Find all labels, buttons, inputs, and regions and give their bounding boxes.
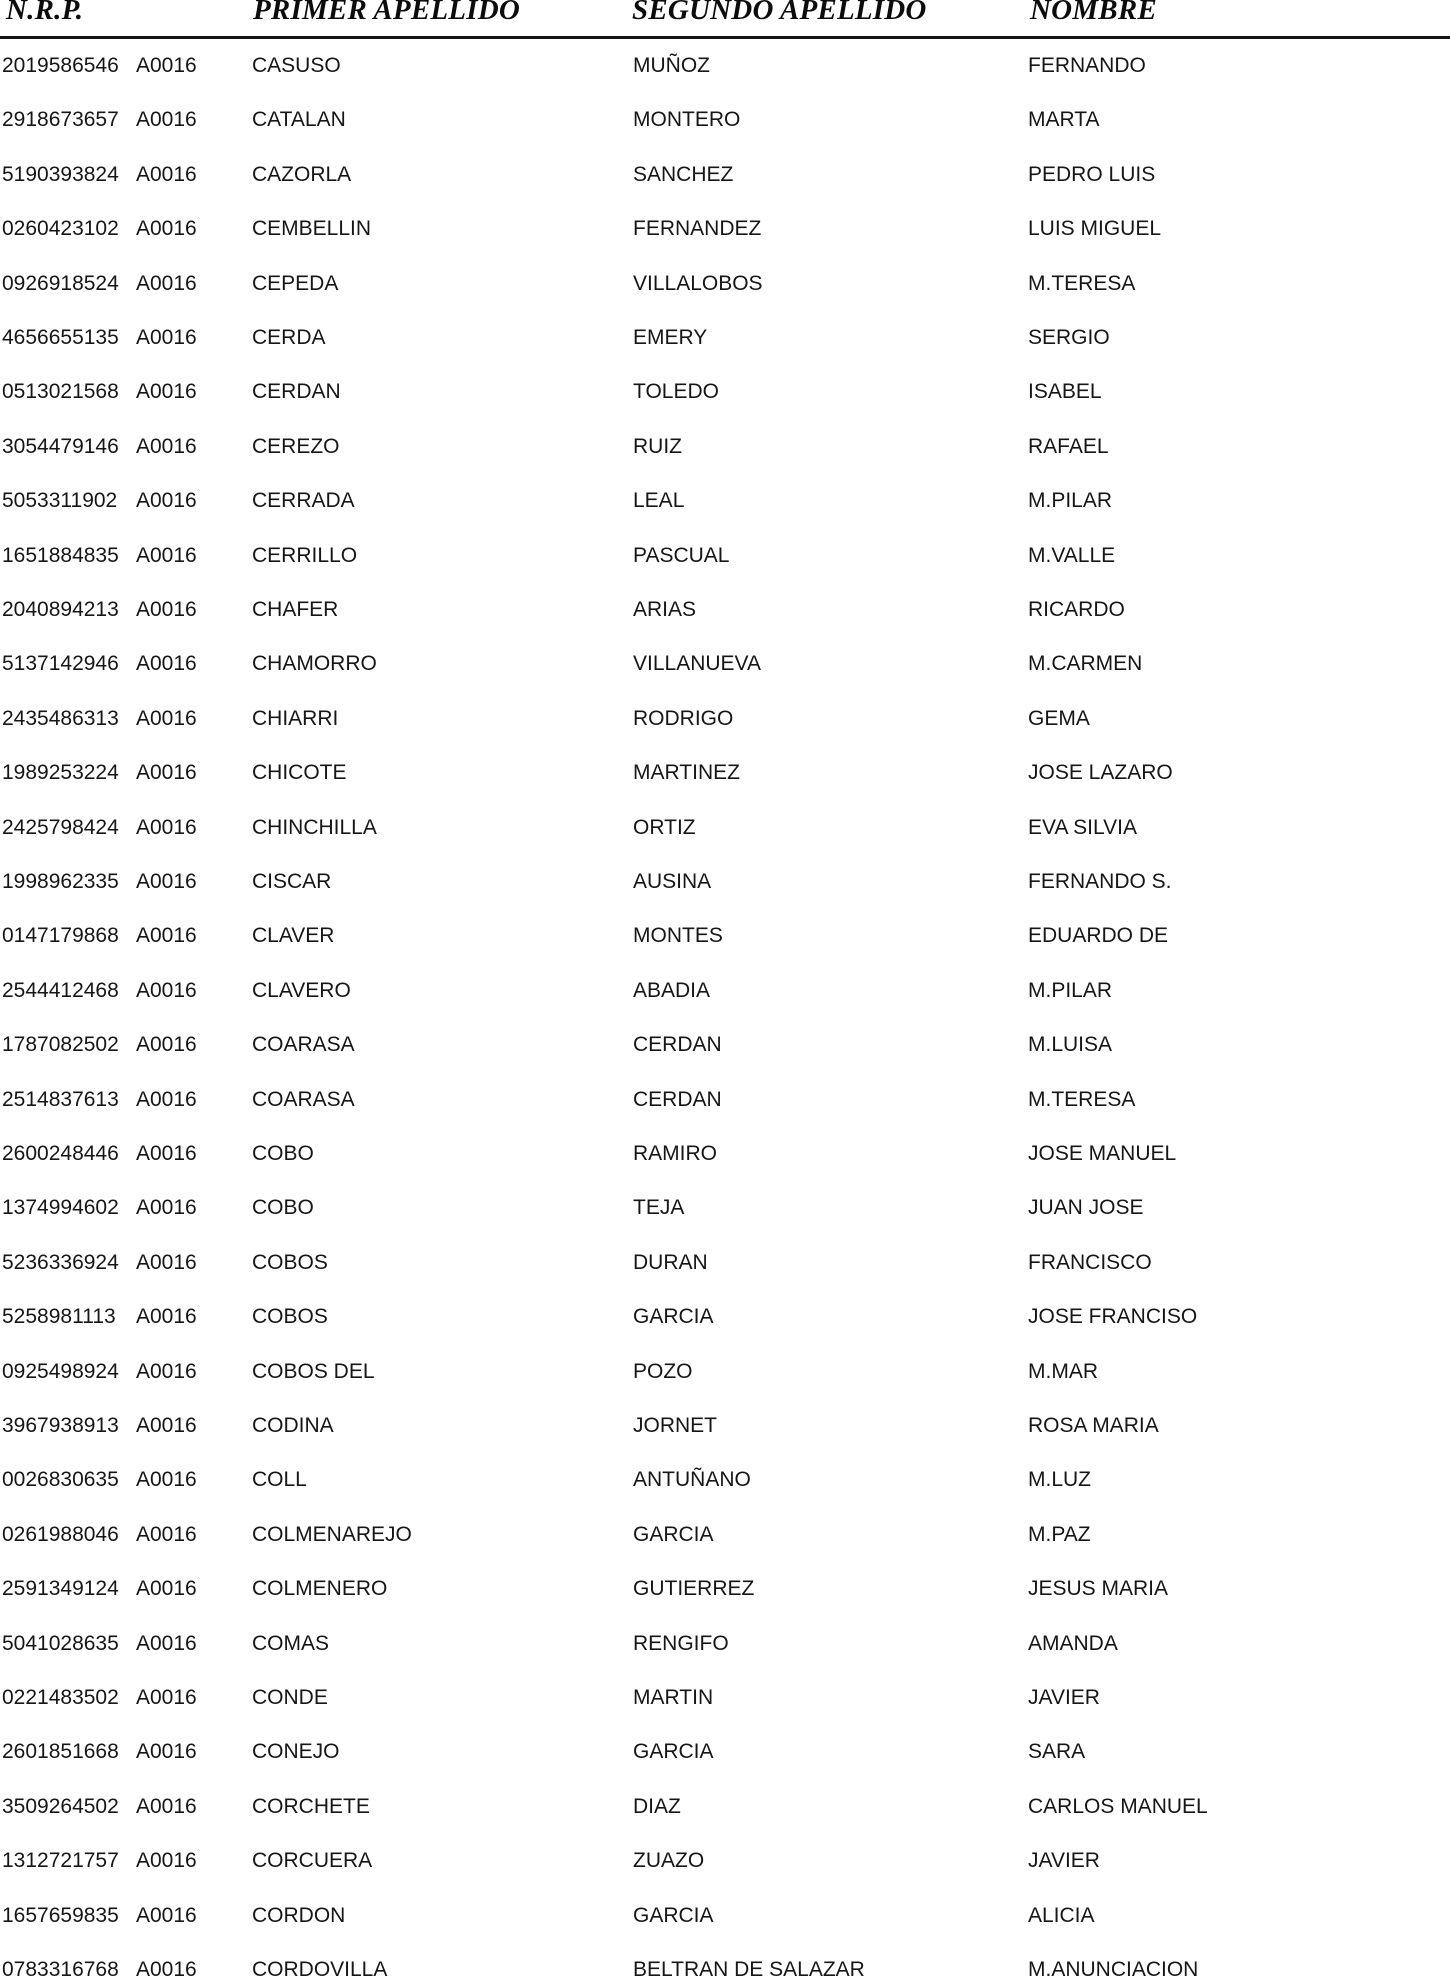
primer-apellido-cell: COLL — [252, 1468, 307, 1492]
table-row — [0, 1030, 1450, 1060]
nrp-cell: 1998962335 — [2, 870, 119, 893]
table-row — [0, 1846, 1450, 1876]
header-nombre: NOMBRE — [1030, 0, 1157, 26]
segundo-apellido-cell: CERDAN — [633, 1033, 722, 1057]
table-row — [0, 1683, 1450, 1713]
table-row — [0, 595, 1450, 625]
nombre-cell: PEDRO LUIS — [1028, 162, 1156, 186]
segundo-apellido-cell: GARCIA — [633, 1903, 714, 1927]
code-cell: A0016 — [136, 108, 197, 132]
segundo-apellido-cell: MONTERO — [633, 108, 741, 132]
table-row — [0, 758, 1450, 788]
segundo-apellido-cell: MONTES — [633, 924, 723, 948]
segundo-apellido-cell: DURAN — [633, 1250, 708, 1274]
code-cell: A0016 — [136, 652, 197, 676]
code-cell: A0016 — [136, 434, 197, 458]
nrp-cell: 1989253224 — [2, 761, 119, 785]
primer-apellido-cell: CODINA — [252, 1414, 334, 1437]
primer-apellido-cell: CHAMORRO — [252, 652, 377, 676]
nrp-cell: 0925498924 — [2, 1359, 119, 1383]
primer-apellido-cell: CHINCHILLA — [252, 815, 377, 839]
code-cell: A0016 — [136, 1305, 197, 1329]
nrp-cell: 4656655135 — [2, 326, 119, 349]
code-cell: A0016 — [136, 870, 197, 893]
nrp-cell: 0261988046 — [2, 1522, 119, 1546]
primer-apellido-cell: CERDAN — [252, 380, 341, 404]
code-cell: A0016 — [136, 1794, 197, 1818]
segundo-apellido-cell: ZUAZO — [633, 1849, 705, 1873]
table-row — [0, 1139, 1450, 1169]
table-row — [0, 813, 1450, 843]
table-row — [0, 214, 1450, 244]
segundo-apellido-cell: VILLALOBOS — [633, 271, 763, 295]
table-row — [0, 1248, 1450, 1278]
nombre-cell: JOSE LAZARO — [1028, 761, 1173, 785]
segundo-apellido-cell: GUTIERREZ — [633, 1577, 755, 1601]
segundo-apellido-cell: DIAZ — [633, 1794, 681, 1818]
nombre-cell: M.LUZ — [1028, 1468, 1091, 1492]
segundo-apellido-cell: BELTRAN DE SALAZAR — [633, 1958, 865, 1981]
primer-apellido-cell: CAZORLA — [252, 162, 352, 186]
segundo-apellido-cell: TEJA — [633, 1196, 685, 1220]
nrp-cell: 5041028635 — [2, 1631, 119, 1655]
table-row — [0, 649, 1450, 679]
segundo-apellido-cell: GARCIA — [633, 1740, 714, 1764]
primer-apellido-cell: COBO — [252, 1142, 314, 1165]
segundo-apellido-cell: GARCIA — [633, 1305, 714, 1329]
nombre-cell: AMANDA — [1028, 1631, 1118, 1655]
table-header — [0, 0, 1450, 40]
header-segundo-apellido: SEGUNDO APELLIDO — [632, 0, 927, 26]
primer-apellido-cell: CHIARRI — [252, 706, 339, 730]
primer-apellido-cell: CEMBELLIN — [252, 217, 372, 241]
header-primer-apellido: PRIMER APELLIDO — [253, 0, 520, 26]
nrp-cell: 0513021568 — [2, 380, 119, 404]
primer-apellido-cell: CHICOTE — [252, 761, 347, 785]
nrp-cell: 3054479146 — [2, 434, 119, 458]
table-row — [0, 1465, 1450, 1495]
segundo-apellido-cell: GARCIA — [633, 1522, 714, 1546]
code-cell: A0016 — [136, 162, 197, 186]
segundo-apellido-cell: VILLANUEVA — [633, 652, 761, 676]
code-cell: A0016 — [136, 380, 197, 404]
nombre-cell: FERNANDO S. — [1028, 870, 1172, 893]
nrp-cell: 1374994602 — [2, 1196, 119, 1220]
code-cell: A0016 — [136, 1849, 197, 1873]
code-cell: A0016 — [136, 1196, 197, 1220]
primer-apellido-cell: COARASA — [252, 1033, 355, 1057]
nombre-cell: FERNANDO — [1028, 54, 1146, 77]
table-row — [0, 432, 1450, 462]
primer-apellido-cell: COLMENAREJO — [252, 1522, 412, 1546]
nrp-cell: 1312721757 — [2, 1849, 119, 1873]
code-cell: A0016 — [136, 598, 197, 621]
table-row — [0, 1520, 1450, 1550]
primer-apellido-cell: COBOS — [252, 1305, 328, 1329]
nombre-cell: LUIS MIGUEL — [1028, 217, 1162, 241]
nombre-cell: JAVIER — [1028, 1849, 1100, 1873]
code-cell: A0016 — [136, 761, 197, 785]
segundo-apellido-cell: RUIZ — [633, 434, 682, 458]
table-row — [0, 1737, 1450, 1767]
code-cell: A0016 — [136, 978, 197, 1002]
primer-apellido-cell: CASUSO — [252, 54, 341, 77]
code-cell: A0016 — [136, 1903, 197, 1927]
code-cell: A0016 — [136, 1958, 197, 1981]
segundo-apellido-cell: POZO — [633, 1359, 693, 1383]
table-row — [0, 160, 1450, 190]
nombre-cell: ALICIA — [1028, 1903, 1095, 1927]
segundo-apellido-cell: ANTUÑANO — [633, 1468, 751, 1492]
table-row — [0, 1955, 1450, 1985]
nombre-cell: SERGIO — [1028, 326, 1110, 349]
nombre-cell: JOSE MANUEL — [1028, 1142, 1177, 1165]
table-row — [0, 1901, 1450, 1931]
primer-apellido-cell: COMAS — [252, 1631, 330, 1655]
nrp-cell: 5190393824 — [2, 162, 119, 186]
code-cell: A0016 — [136, 1740, 197, 1764]
table-row — [0, 1193, 1450, 1223]
nombre-cell: M.MAR — [1028, 1359, 1098, 1383]
code-cell: A0016 — [136, 54, 197, 77]
nombre-cell: M.TERESA — [1028, 1087, 1136, 1111]
table-row — [0, 105, 1450, 135]
nrp-cell: 1651884835 — [2, 543, 119, 567]
primer-apellido-cell: COBOS — [252, 1250, 328, 1274]
segundo-apellido-cell: CERDAN — [633, 1087, 722, 1111]
code-cell: A0016 — [136, 1631, 197, 1655]
nrp-cell: 2600248446 — [2, 1142, 119, 1165]
table-row — [0, 1085, 1450, 1115]
primer-apellido-cell: CERDA — [252, 326, 326, 349]
table-row — [0, 921, 1450, 951]
nombre-cell: JAVIER — [1028, 1686, 1100, 1709]
segundo-apellido-cell: PASCUAL — [633, 543, 730, 567]
nombre-cell: M.PAZ — [1028, 1522, 1091, 1546]
code-cell: A0016 — [136, 815, 197, 839]
nrp-cell: 5137142946 — [2, 652, 119, 676]
nrp-cell: 2918673657 — [2, 108, 119, 132]
primer-apellido-cell: CORCHETE — [252, 1794, 370, 1818]
nombre-cell: MARTA — [1028, 108, 1100, 132]
nombre-cell: M.VALLE — [1028, 543, 1116, 567]
nrp-cell: 0260423102 — [2, 217, 119, 241]
nombre-cell: RAFAEL — [1028, 434, 1109, 458]
header-nrp: N.R.P. — [6, 0, 84, 26]
nombre-cell: RICARDO — [1028, 598, 1125, 621]
nombre-cell: GEMA — [1028, 706, 1090, 730]
segundo-apellido-cell: TOLEDO — [633, 380, 719, 404]
table-row — [0, 541, 1450, 571]
segundo-apellido-cell: EMERY — [633, 326, 708, 349]
segundo-apellido-cell: AUSINA — [633, 870, 712, 893]
segundo-apellido-cell: ABADIA — [633, 978, 711, 1002]
nombre-cell: JUAN JOSE — [1028, 1196, 1144, 1220]
segundo-apellido-cell: MUÑOZ — [633, 54, 710, 77]
table-row — [0, 976, 1450, 1006]
table-row — [0, 1411, 1450, 1441]
table-row — [0, 1302, 1450, 1332]
segundo-apellido-cell: ARIAS — [633, 598, 697, 621]
primer-apellido-cell: CERRADA — [252, 489, 355, 513]
nrp-cell: 3509264502 — [2, 1794, 119, 1818]
nombre-cell: EDUARDO DE — [1028, 924, 1169, 948]
nrp-cell: 0147179868 — [2, 924, 119, 948]
nombre-cell: CARLOS MANUEL — [1028, 1794, 1208, 1818]
nombre-cell: M.PILAR — [1028, 978, 1113, 1002]
table-row — [0, 323, 1450, 353]
code-cell: A0016 — [136, 217, 197, 241]
code-cell: A0016 — [136, 271, 197, 295]
nrp-cell: 0221483502 — [2, 1686, 119, 1709]
nombre-cell: M.CARMEN — [1028, 652, 1143, 676]
nombre-cell: SARA — [1028, 1740, 1086, 1764]
segundo-apellido-cell: RAMIRO — [633, 1142, 717, 1165]
code-cell: A0016 — [136, 1087, 197, 1111]
nombre-cell: JESUS MARIA — [1028, 1577, 1169, 1601]
segundo-apellido-cell: RENGIFO — [633, 1631, 729, 1655]
primer-apellido-cell: CEREZO — [252, 434, 340, 458]
nrp-cell: 0026830635 — [2, 1468, 119, 1492]
primer-apellido-cell: CLAVERO — [252, 978, 351, 1002]
nombre-cell: M.LUISA — [1028, 1033, 1113, 1057]
segundo-apellido-cell: MARTIN — [633, 1686, 714, 1709]
segundo-apellido-cell: RODRIGO — [633, 706, 734, 730]
nrp-cell: 2544412468 — [2, 978, 119, 1002]
segundo-apellido-cell: LEAL — [633, 489, 685, 513]
segundo-apellido-cell: ORTIZ — [633, 815, 696, 839]
segundo-apellido-cell: FERNANDEZ — [633, 217, 762, 241]
code-cell: A0016 — [136, 489, 197, 513]
primer-apellido-cell: COARASA — [252, 1087, 355, 1111]
table-row — [0, 486, 1450, 516]
code-cell: A0016 — [136, 1414, 197, 1437]
code-cell: A0016 — [136, 1522, 197, 1546]
code-cell: A0016 — [136, 1468, 197, 1492]
primer-apellido-cell: COBOS DEL — [252, 1359, 375, 1383]
code-cell: A0016 — [136, 1250, 197, 1274]
code-cell: A0016 — [136, 1577, 197, 1601]
primer-apellido-cell: CORDON — [252, 1903, 346, 1927]
code-cell: A0016 — [136, 1686, 197, 1709]
nrp-cell: 5053311902 — [2, 489, 118, 513]
nrp-cell: 2591349124 — [2, 1577, 119, 1601]
nombre-cell: ISABEL — [1028, 380, 1102, 404]
segundo-apellido-cell: MARTINEZ — [633, 761, 740, 785]
nrp-cell: 1657659835 — [2, 1903, 119, 1927]
primer-apellido-cell: CERRILLO — [252, 543, 358, 567]
table-row — [0, 1574, 1450, 1604]
nrp-cell: 3967938913 — [2, 1414, 119, 1437]
segundo-apellido-cell: JORNET — [633, 1414, 717, 1437]
primer-apellido-cell: CORCUERA — [252, 1849, 373, 1873]
primer-apellido-cell: CATALAN — [252, 108, 346, 132]
table-row — [0, 269, 1450, 299]
code-cell: A0016 — [136, 543, 197, 567]
nombre-cell: FRANCISCO — [1028, 1250, 1152, 1274]
nrp-cell: 2019586546 — [2, 54, 119, 77]
table-row — [0, 867, 1450, 897]
nrp-cell: 2040894213 — [2, 598, 119, 621]
nrp-cell: 2425798424 — [2, 815, 119, 839]
primer-apellido-cell: CONEJO — [252, 1740, 340, 1764]
nombre-cell: M.TERESA — [1028, 271, 1136, 295]
nrp-cell: 1787082502 — [2, 1033, 119, 1057]
table-row — [0, 1629, 1450, 1659]
nrp-cell: 0926918524 — [2, 271, 119, 295]
primer-apellido-cell: CHAFER — [252, 598, 339, 621]
table-row — [0, 704, 1450, 734]
code-cell: A0016 — [136, 1359, 197, 1383]
primer-apellido-cell: COLMENERO — [252, 1577, 388, 1601]
table-row — [0, 51, 1450, 81]
nombre-cell: EVA SILVIA — [1028, 815, 1137, 839]
code-cell: A0016 — [136, 326, 197, 349]
primer-apellido-cell: COBO — [252, 1196, 314, 1220]
segundo-apellido-cell: SANCHEZ — [633, 162, 734, 186]
nombre-cell: M.PILAR — [1028, 489, 1113, 513]
primer-apellido-cell: CLAVER — [252, 924, 335, 948]
primer-apellido-cell: CORDOVILLA — [252, 1958, 388, 1981]
code-cell: A0016 — [136, 1033, 197, 1057]
nrp-cell: 2601851668 — [2, 1740, 119, 1764]
code-cell: A0016 — [136, 924, 197, 948]
table-row — [0, 377, 1450, 407]
header-rule — [0, 36, 1450, 39]
nrp-cell: 5236336924 — [2, 1250, 119, 1274]
primer-apellido-cell: CEPEDA — [252, 271, 339, 295]
nombre-cell: ROSA MARIA — [1028, 1414, 1159, 1437]
primer-apellido-cell: CISCAR — [252, 870, 332, 893]
table-row — [0, 1357, 1450, 1387]
nrp-cell: 5258981113 — [2, 1305, 116, 1329]
nrp-cell: 2435486313 — [2, 706, 119, 730]
nombre-cell: JOSE FRANCISO — [1028, 1305, 1198, 1329]
nrp-cell: 0783316768 — [2, 1958, 119, 1981]
code-cell: A0016 — [136, 706, 197, 730]
primer-apellido-cell: CONDE — [252, 1686, 328, 1709]
code-cell: A0016 — [136, 1142, 197, 1165]
nombre-cell: M.ANUNCIACION — [1028, 1958, 1199, 1981]
nrp-cell: 2514837613 — [2, 1087, 119, 1111]
table-row — [0, 1792, 1450, 1822]
